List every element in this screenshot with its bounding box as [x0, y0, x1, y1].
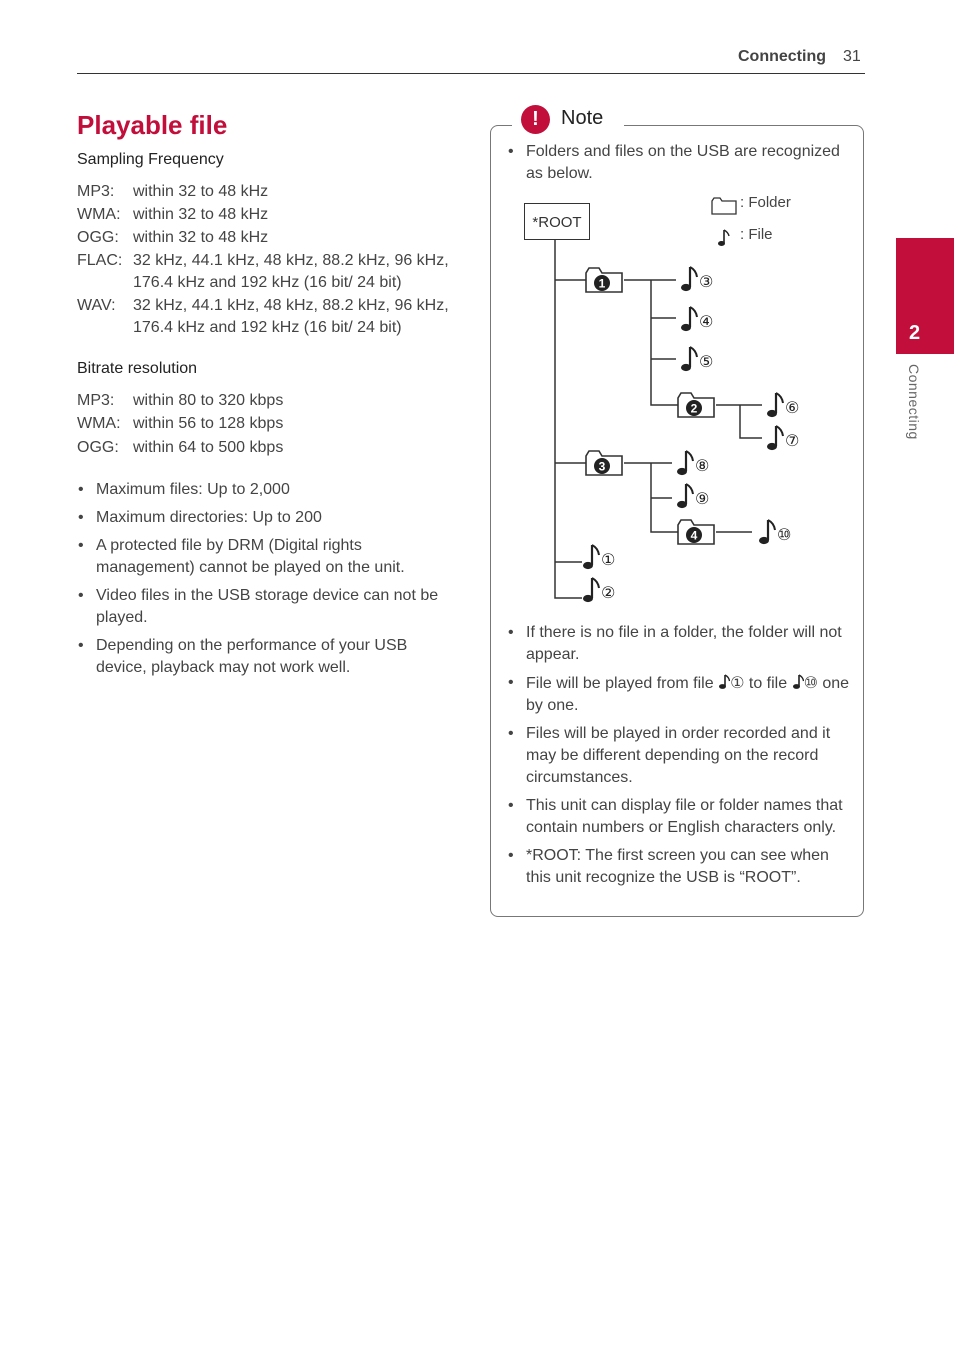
format-label: WMA: [77, 206, 121, 223]
format-label: MP3: [77, 392, 115, 409]
play-order-text: File will be played from file [526, 675, 719, 692]
music-note-icon [676, 482, 694, 510]
file-number: ② [601, 583, 616, 602]
format-label: OGG: [77, 229, 119, 246]
file-number: ① [601, 550, 616, 569]
format-value: 32 kHz, 44.1 kHz, 48 kHz, 88.2 kHz, 96 kHz, 176.4 kHz and 192 kHz (16 bit/ 24 bit) [133, 297, 449, 336]
file-item [582, 576, 615, 604]
folder-tree-diagram [500, 240, 860, 610]
file-item [766, 391, 799, 419]
music-note-icon [766, 424, 784, 452]
header-divider [77, 73, 865, 74]
format-value: within 32 to 48 kHz [133, 229, 269, 246]
legend-file-label: : File [740, 226, 773, 243]
root-folder: *ROOT [524, 203, 590, 240]
folder-icon [710, 196, 738, 216]
file-item [758, 518, 791, 546]
list-item: • *ROOT: The first screen you can see when this unit recognize the USB is “ROOT”. [507, 845, 852, 889]
list-item: • If there is no file in a folder, the folder will not appear. [507, 622, 852, 666]
list-item: • Video files in the USB storage device can not be played. [77, 585, 457, 629]
music-note-icon [676, 449, 694, 477]
music-note-icon [792, 674, 804, 690]
folder-icon [584, 266, 624, 294]
file-number: ⑧ [695, 456, 710, 475]
chapter-label: Connecting [906, 364, 922, 440]
file-number: ① [730, 673, 745, 692]
note-title: Note [561, 107, 604, 129]
file-item [680, 265, 713, 293]
music-note-icon [680, 305, 698, 333]
music-note-icon [758, 518, 776, 546]
folder-number: 3 [598, 459, 606, 474]
page-number: 31 [843, 48, 861, 65]
list-item [507, 672, 852, 717]
folder-icon [584, 449, 624, 477]
exclamation-icon: ! [521, 105, 550, 134]
list-item: • A protected file by DRM (Digital rights management) cannot be played on the unit. [77, 535, 457, 579]
music-note-icon [766, 391, 784, 419]
format-value: 32 kHz, 44.1 kHz, 48 kHz, 88.2 kHz, 96 kHz, 176.4 kHz and 192 kHz (16 bit/ 24 bit) [133, 252, 449, 291]
folder-icon [676, 518, 716, 546]
file-item [766, 424, 799, 452]
format-value: within 56 to 128 kbps [133, 415, 284, 432]
page-title: Playable file [77, 110, 228, 140]
format-label: FLAC: [77, 252, 123, 269]
format-label: WMA: [77, 415, 121, 432]
format-value: within 80 to 320 kbps [133, 392, 284, 409]
folder-number: 1 [598, 276, 606, 291]
file-number: ⑨ [695, 489, 710, 508]
legend-folder-label: : Folder [740, 194, 791, 211]
music-note-icon [582, 576, 600, 604]
chapter-tab [896, 238, 954, 354]
file-number: ④ [699, 312, 714, 331]
sampling-heading: Sampling Frequency [77, 151, 224, 168]
list-item: • This unit can display file or folder names that contain numbers or English characters only. [507, 795, 852, 839]
file-item [680, 345, 713, 373]
note-list [507, 622, 852, 895]
format-label: OGG: [77, 439, 119, 456]
play-order-text: to file [744, 675, 792, 692]
file-item [676, 482, 709, 510]
file-number: ⑤ [699, 352, 714, 371]
note-intro-list [507, 141, 852, 191]
list-item: • Maximum files: Up to 2,000 [77, 479, 457, 501]
file-number: ③ [699, 272, 714, 291]
file-number: ⑦ [785, 431, 800, 450]
list-item: • Files will be played in order recorded and it may be different depending on the record circumstances. [507, 723, 852, 789]
folder-icon [676, 391, 716, 419]
bitrate-heading: Bitrate resolution [77, 360, 198, 377]
file-item [582, 543, 615, 571]
file-number: ⑩ [777, 525, 792, 544]
format-label: MP3: [77, 183, 115, 200]
music-note-icon [582, 543, 600, 571]
file-item [680, 305, 713, 333]
list-item: • Depending on the performance of your USB device, playback may not work well. [77, 635, 457, 679]
play-order-text: one by one. [526, 675, 850, 714]
file-number: ⑥ [785, 398, 800, 417]
format-value: within 32 to 48 kHz [133, 206, 269, 223]
folder-number: 4 [690, 528, 698, 543]
folder-number: 2 [690, 401, 698, 416]
format-value: within 32 to 48 kHz [133, 183, 269, 200]
music-note-icon [680, 345, 698, 373]
chapter-number: 2 [909, 322, 921, 344]
limits-list [77, 479, 457, 685]
music-note-icon [718, 674, 730, 690]
list-item: • Folders and files on the USB are recognized as below. [507, 141, 852, 185]
file-number: ⑩ [803, 673, 818, 692]
list-item: • Maximum directories: Up to 200 [77, 507, 457, 529]
file-item [676, 449, 709, 477]
music-note-icon [680, 265, 698, 293]
format-value: within 64 to 500 kbps [133, 439, 284, 456]
header-section-title: Connecting [738, 48, 826, 65]
format-label: WAV: [77, 297, 116, 314]
